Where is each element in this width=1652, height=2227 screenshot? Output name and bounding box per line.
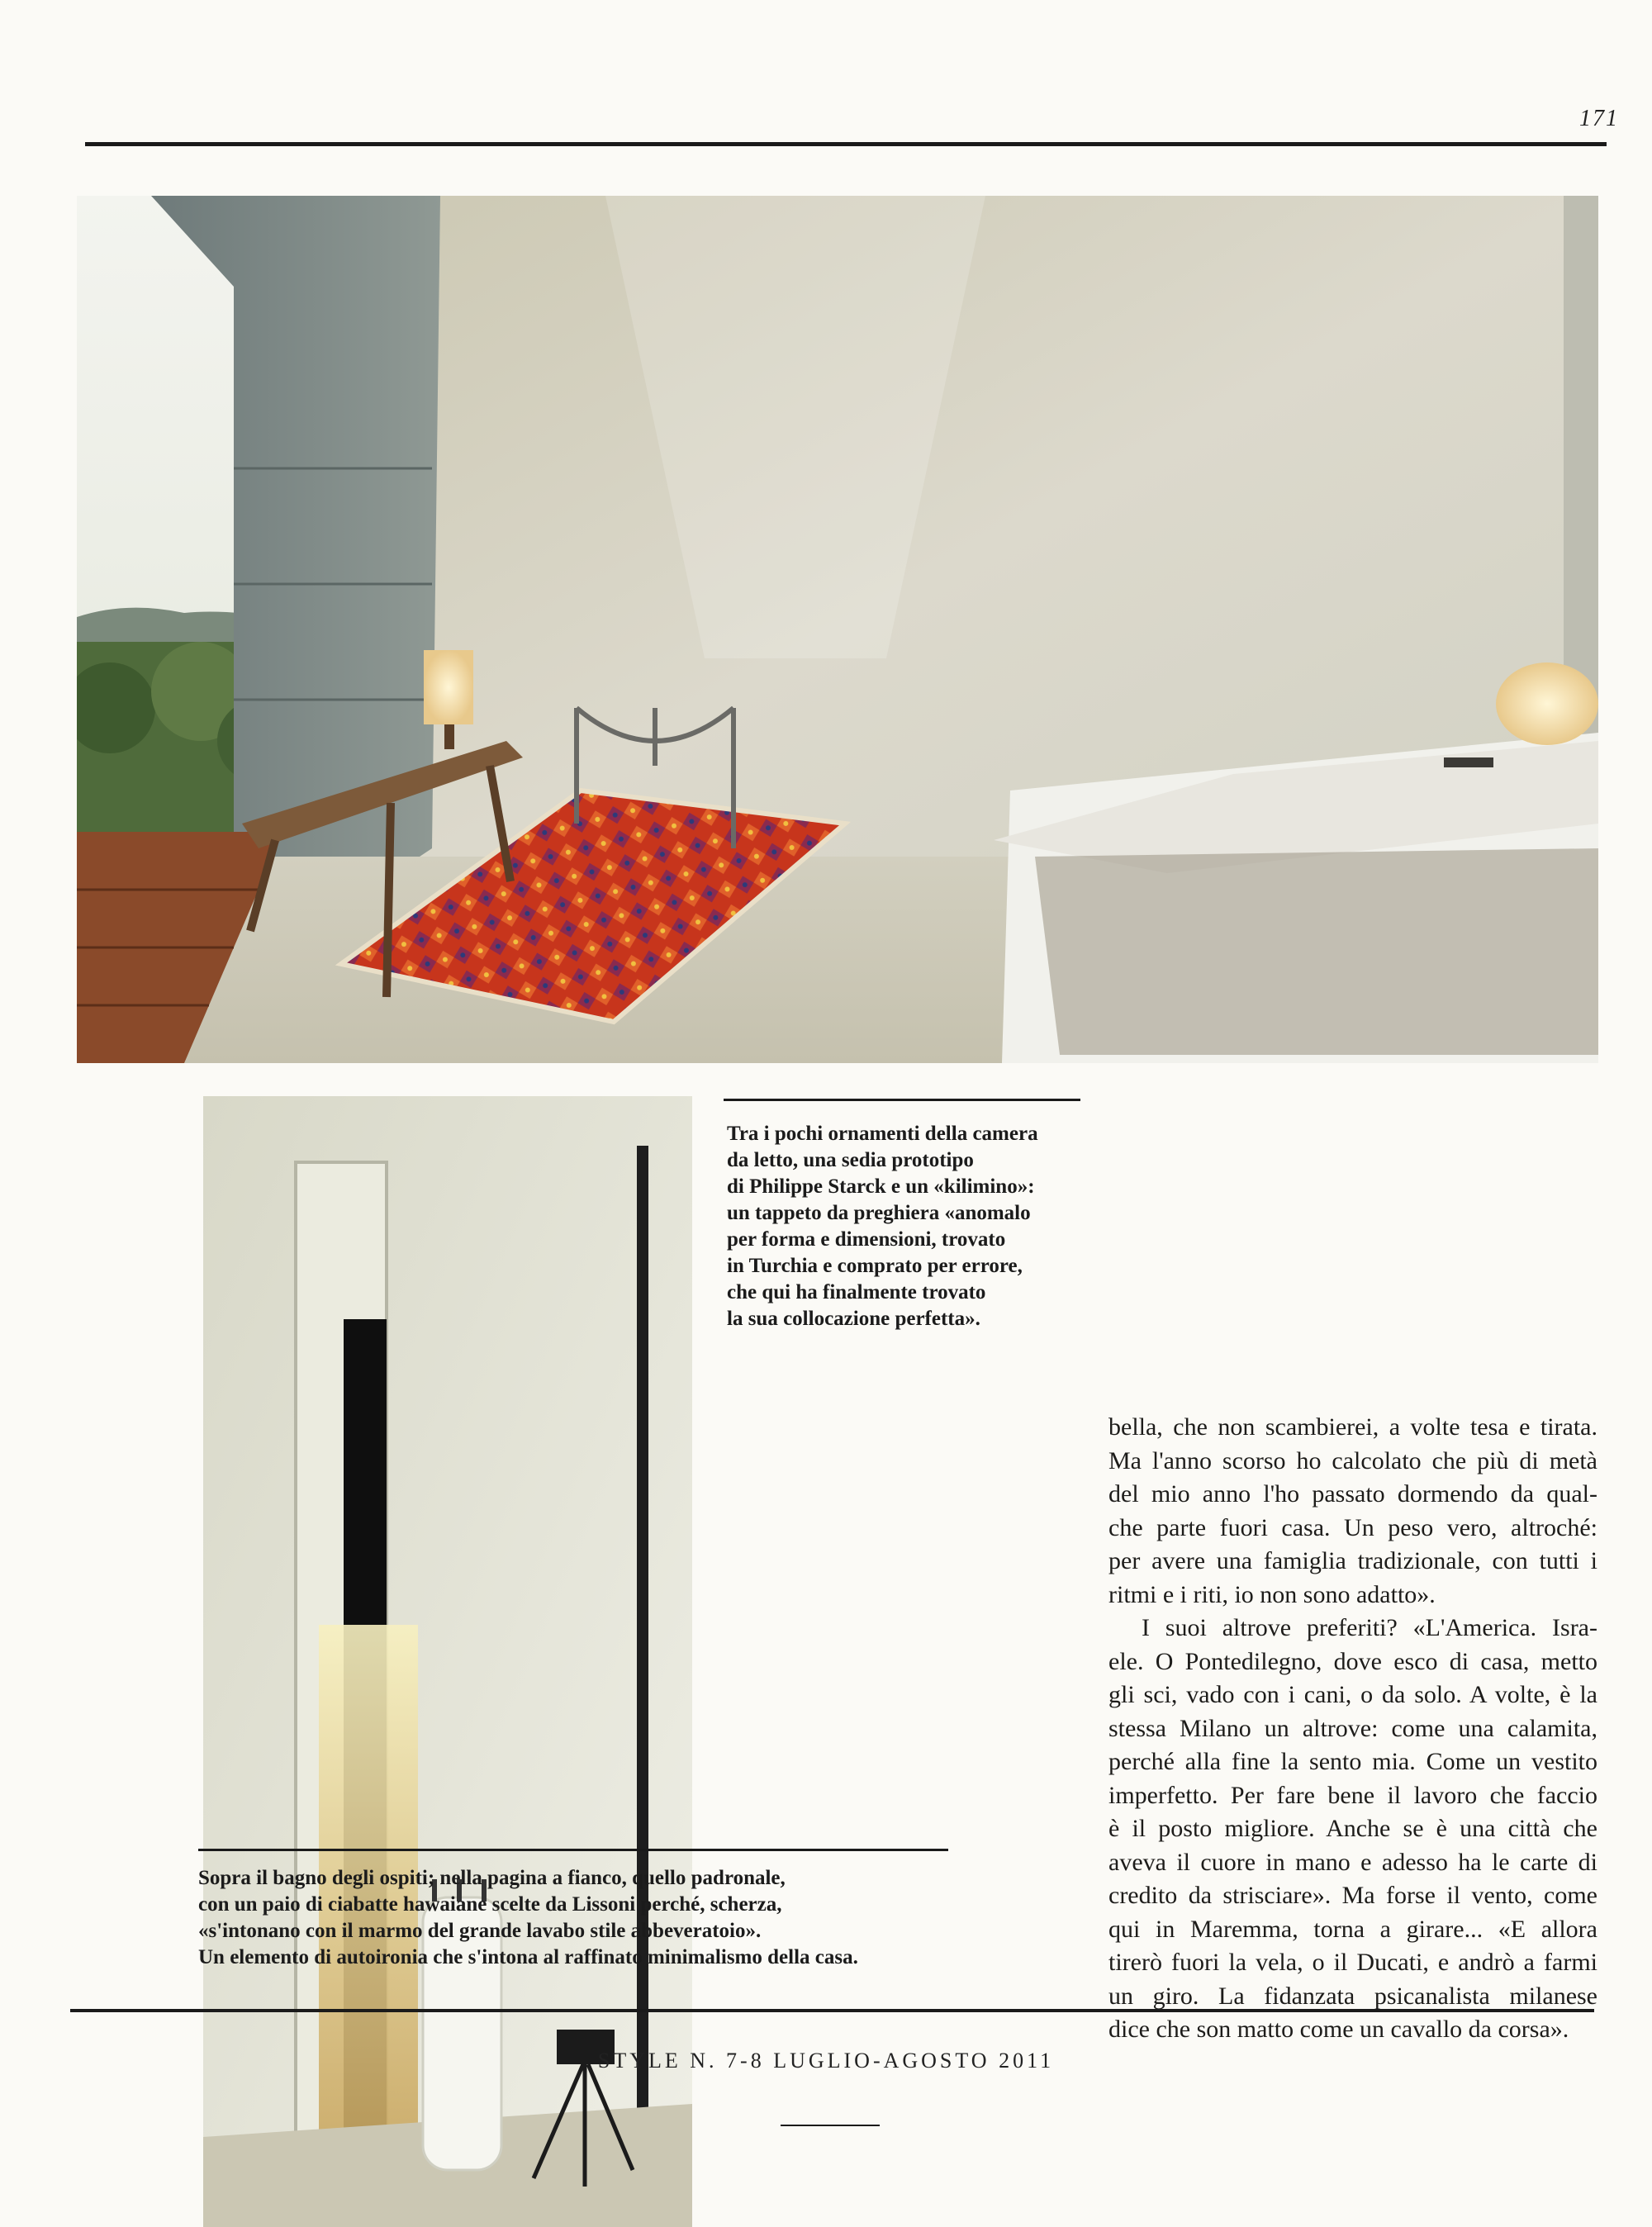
body-line: qui in Maremma, torna a girare... «E allora [1108, 1915, 1597, 1943]
bathroom-caption [198, 1865, 958, 1971]
body-line: che parte fuori casa. Un peso vero, altroché: [1108, 1513, 1597, 1541]
body-line: I suoi altrove preferiti? «L'America. Isra- [1142, 1614, 1597, 1641]
caption-line: «s'intonano con il marmo del grande lavabo stile abbeveratoio». [198, 1920, 762, 1942]
header-rule [85, 142, 1607, 146]
caption-line: di Philippe Starck e un «kilimino»: [727, 1175, 1035, 1198]
body-line: un giro. La fidanzata psicanalista milanese [1108, 1982, 1597, 2010]
body-line: imperfetto. Per fare bene il lavoro che faccio [1108, 1781, 1597, 1809]
caption-line: un tappeto da preghiera «anomalo [727, 1202, 1031, 1224]
body-line: stessa Milano un altrove: come una calamita, [1108, 1714, 1597, 1742]
body-line: credito da strisciare». Ma forse il vento, come [1108, 1882, 1597, 1909]
bathroom-caption-rule [198, 1849, 948, 1851]
bedroom-caption [727, 1121, 1090, 1332]
caption-line: la sua collocazione perfetta». [727, 1308, 980, 1330]
body-line: è il posto migliore. Anche se è una città che [1108, 1815, 1597, 1842]
caption-line: per forma e dimensioni, trovato [727, 1228, 1006, 1251]
body-line: per avere una famiglia tradizionale, con tutti i [1108, 1547, 1597, 1574]
body-line: gli sci, vado con i cani, o da solo. A volte, è la [1108, 1681, 1597, 1708]
body-line: del mio anno l'ho passato dormendo da qual- [1108, 1480, 1597, 1508]
caption-line: Sopra il bagno degli ospiti; nella pagina a fianco, quello padronale, [198, 1867, 786, 1889]
body-line: bella, che non scambierei, a volte tesa e tirata. [1108, 1413, 1597, 1441]
body-line: ele. O Pontedilegno, dove esco di casa, metto [1108, 1647, 1597, 1675]
bedroom-caption-rule [724, 1099, 1080, 1101]
bedroom-photo [77, 196, 1598, 1063]
body-line: ritmi e i riti, io non sono adatto». [1108, 1580, 1436, 1608]
caption-line: da letto, una sedia prototipo [727, 1149, 974, 1171]
footer-issue: STYLE N. 7-8 LUGLIO-AGOSTO 2011 [597, 2049, 1055, 2073]
caption-line: Tra i pochi ornamenti della camera [727, 1123, 1038, 1145]
body-line: perché alla fine la sento mia. Come un vestito [1108, 1748, 1597, 1775]
footer-short-rule [781, 2125, 880, 2126]
page-number: 171 [1579, 106, 1619, 131]
caption-line: in Turchia e comprato per errore, [727, 1255, 1023, 1277]
body-line: aveva il cuore in mano e adesso ha le carte di [1108, 1848, 1597, 1876]
body-line: Ma l'anno scorso ho calcolato che più di metà [1108, 1446, 1597, 1474]
caption-line: con un paio di ciabatte hawaiane scelte da Lissoni perché, scherza, [198, 1893, 782, 1916]
caption-line: che qui ha finalmente trovato [727, 1281, 986, 1303]
footer-rule [70, 2009, 1594, 2012]
body-line: dice che son matto come un cavallo da corsa». [1108, 2016, 1569, 2043]
article-body [1108, 1411, 1597, 2047]
body-line: tirerò fuori la vela, o il Ducati, e andrò a farmi [1108, 1949, 1597, 1976]
caption-line: Un elemento di autoironia che s'intona al raffinato minimalismo della casa. [198, 1946, 858, 1968]
